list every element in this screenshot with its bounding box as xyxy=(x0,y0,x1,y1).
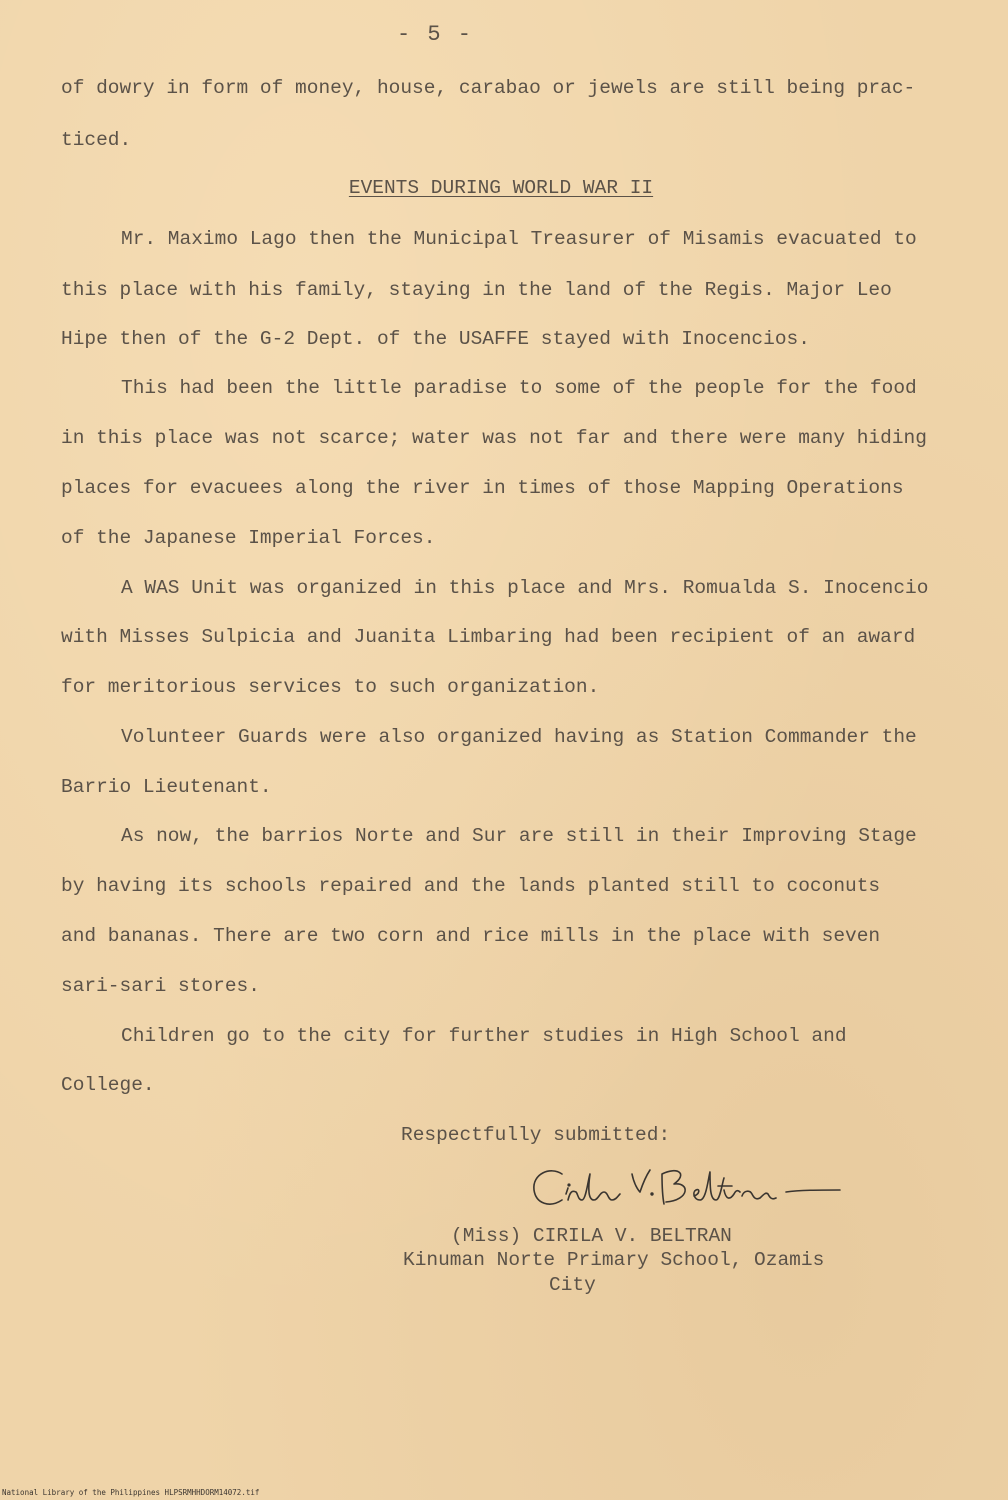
paragraph-6-line-1: Children go to the city for further studies in High School and xyxy=(121,1025,847,1047)
paragraph-4-line-2: Barrio Lieutenant. xyxy=(61,776,272,798)
paragraph-3-line-2: with Misses Sulpicia and Juanita Limbaring had been recipient of an award xyxy=(61,626,916,648)
signatory-name: (Miss) CIRILA V. BELTRAN xyxy=(451,1225,732,1247)
section-heading: EVENTS DURING WORLD WAR II xyxy=(348,177,654,199)
paragraph-3-line-3: for meritorious services to such organization. xyxy=(61,676,600,698)
paragraph-6-line-2: College. xyxy=(61,1074,155,1096)
paragraph-2-line-4: of the Japanese Imperial Forces. xyxy=(61,527,436,549)
intro-line-1: of dowry in form of money, house, carabao or jewels are still being prac- xyxy=(61,77,916,99)
paragraph-1-line-1: Mr. Maximo Lago then the Municipal Treasurer of Misamis evacuated to xyxy=(121,228,917,250)
signatory-school: Kinuman Norte Primary School, Ozamis xyxy=(403,1249,825,1271)
archive-footer: National Library of the Philippines HLPSRMHHDORM14072.tif xyxy=(2,1488,260,1497)
handwritten-signature xyxy=(528,1160,868,1220)
paragraph-5-line-4: sari-sari stores. xyxy=(61,975,260,997)
page-number: - 5 - xyxy=(396,22,473,47)
paragraph-3-line-1: A WAS Unit was organized in this place and Mrs. Romualda S. Inocencio xyxy=(121,577,929,599)
intro-line-2: ticed. xyxy=(61,129,132,151)
paragraph-4-line-1: Volunteer Guards were also organized having as Station Commander the xyxy=(121,726,917,748)
paragraph-5-line-1: As now, the barrios Norte and Sur are still in their Improving Stage xyxy=(121,825,917,847)
paragraph-2-line-2: in this place was not scarce; water was not far and there were many hiding xyxy=(61,427,927,449)
closing-line: Respectfully submitted: xyxy=(401,1124,671,1146)
signatory-city: City xyxy=(549,1274,596,1296)
paragraph-1-line-2: this place with his family, staying in the land of the Regis. Major Leo xyxy=(61,279,892,301)
paragraph-2-line-3: places for evacuees along the river in times of those Mapping Operations xyxy=(61,477,904,499)
paragraph-5-line-2: by having its schools repaired and the lands planted still to coconuts xyxy=(61,875,881,897)
paragraph-2-line-1: This had been the little paradise to some of the people for the food xyxy=(121,377,917,399)
paragraph-1-line-3: Hipe then of the G-2 Dept. of the USAFFE stayed with Inocencios. xyxy=(61,328,810,350)
paragraph-5-line-3: and bananas. There are two corn and rice mills in the place with seven xyxy=(61,925,881,947)
